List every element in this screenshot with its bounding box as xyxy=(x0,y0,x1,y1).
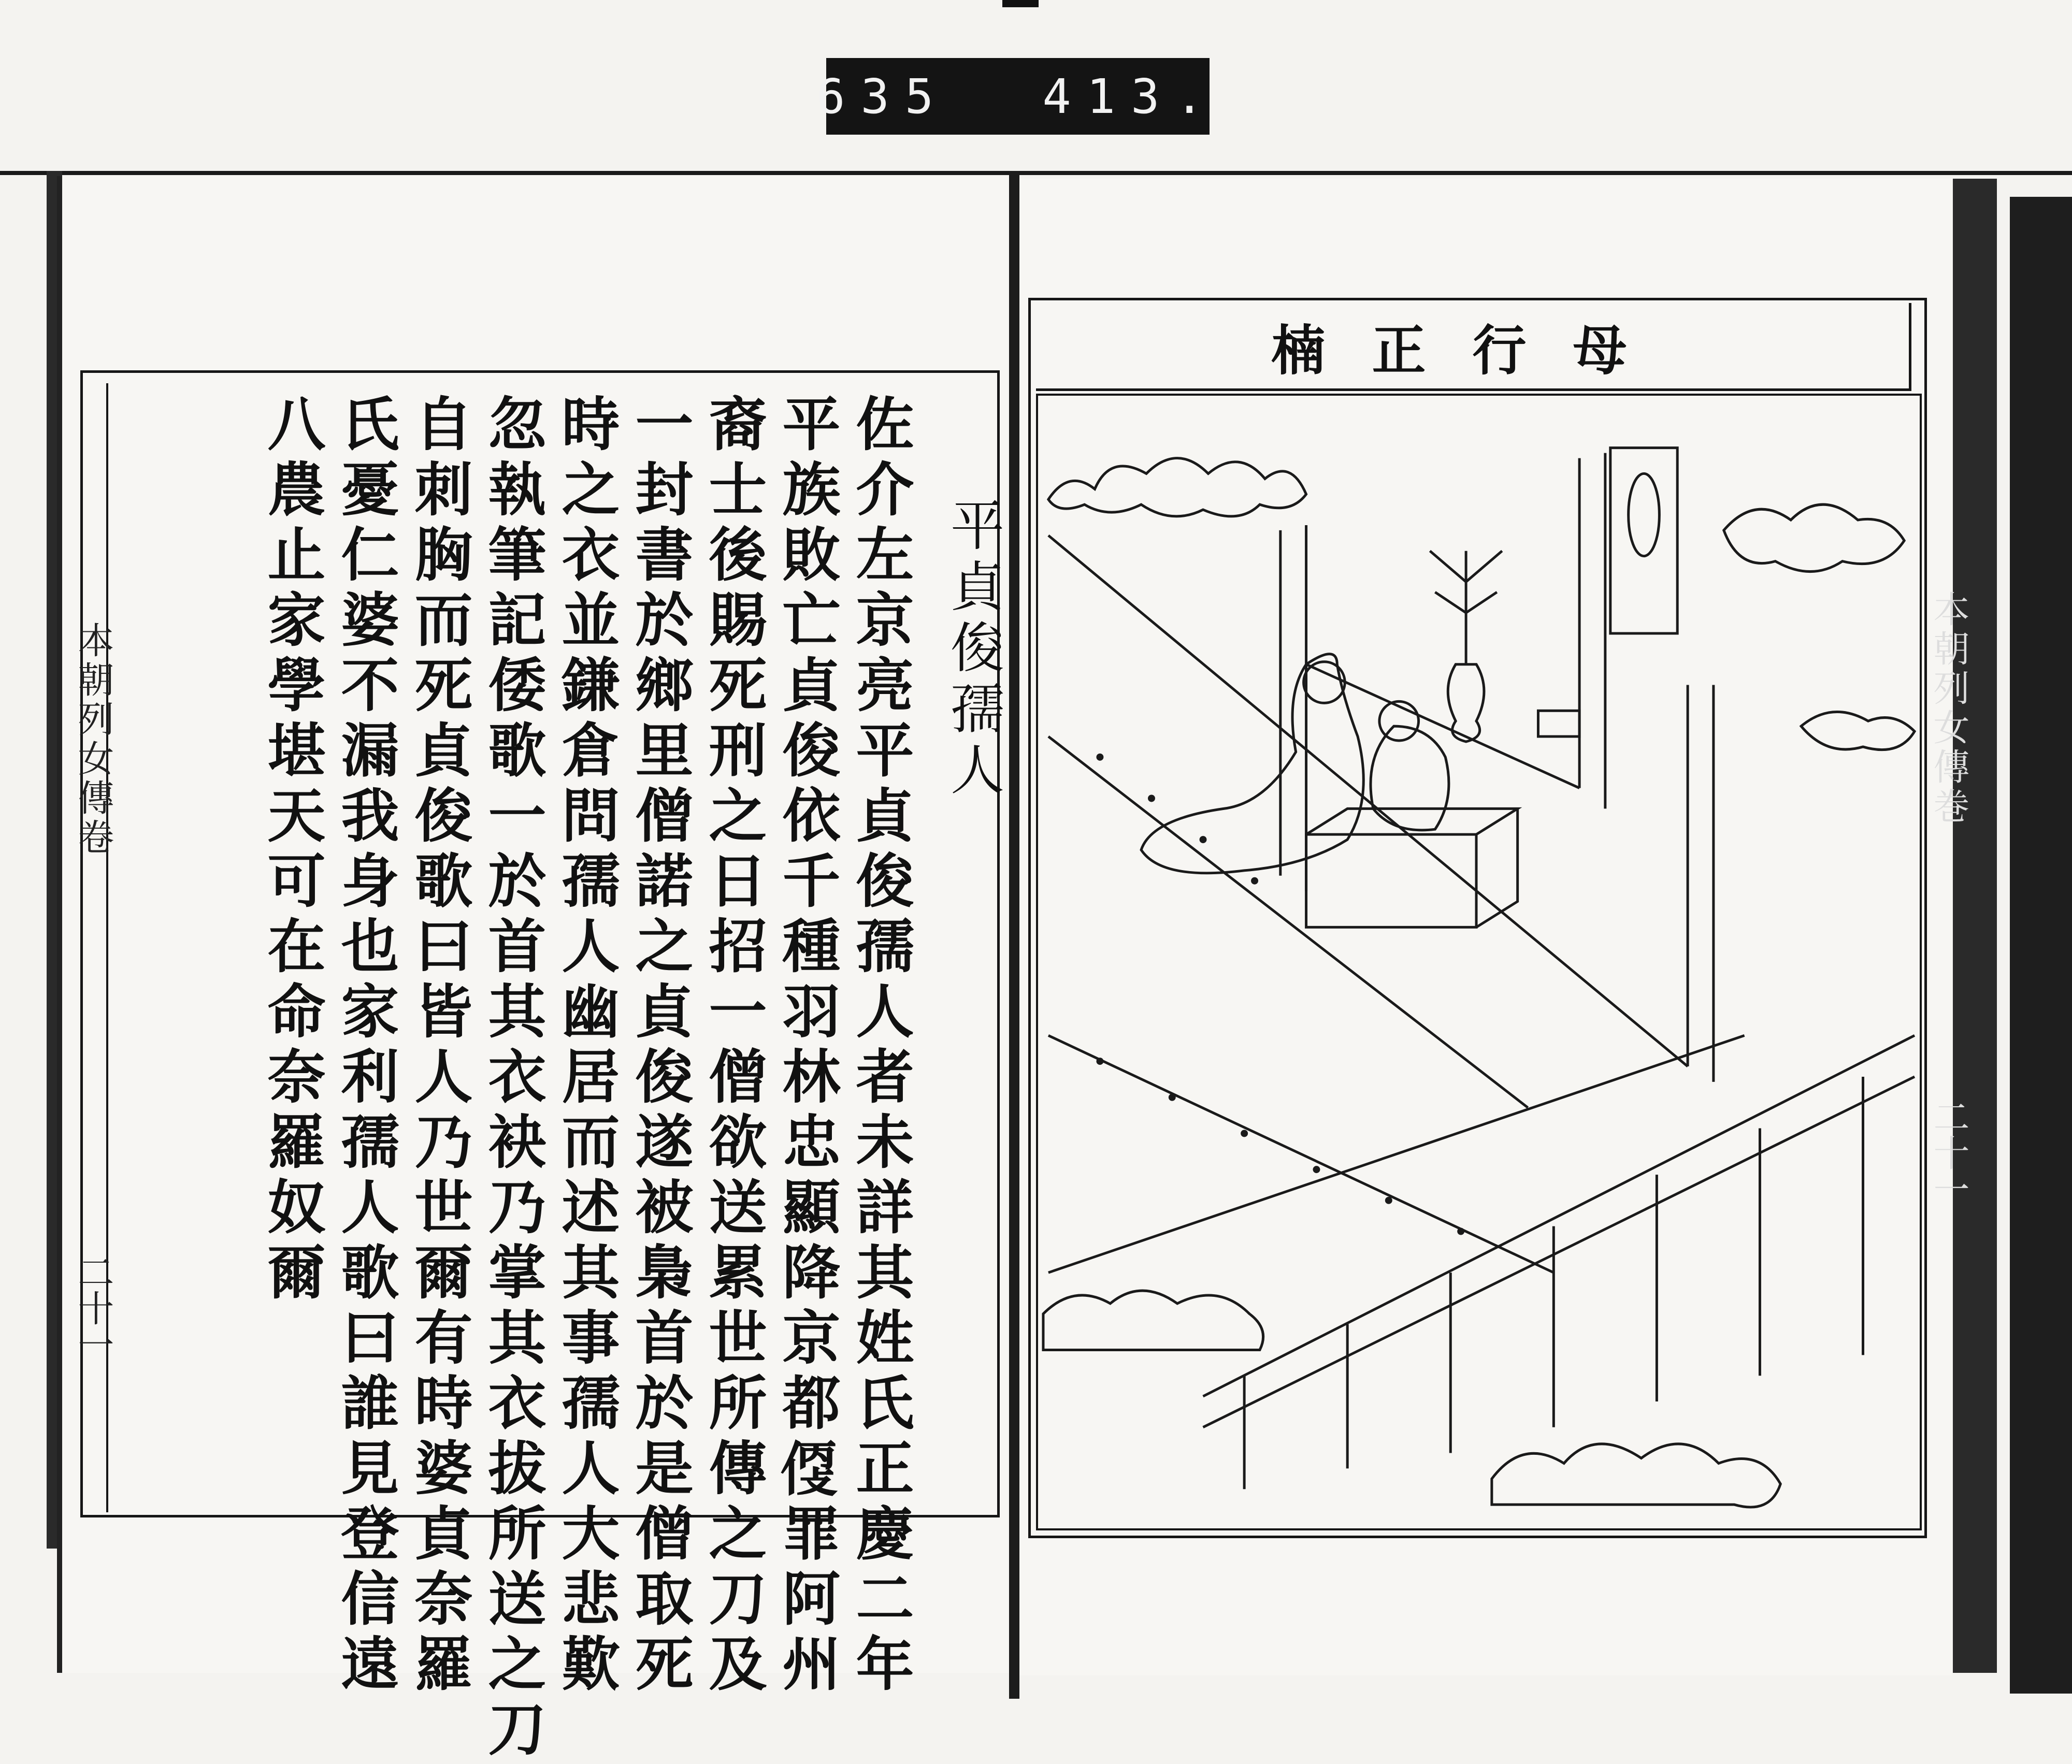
floor-dot xyxy=(1241,1130,1248,1137)
floor-edge-upper xyxy=(1048,536,1688,1066)
floor-dot xyxy=(1096,1058,1103,1065)
spread-top-edge xyxy=(0,171,2072,175)
text-column-6: 忽執筆記倭歌一於首其衣袂乃掌其衣拔所送之刀 xyxy=(479,394,546,1764)
text-column-3: 裔士後賜死刑之日招一僧欲送累世所傳之刀及 xyxy=(699,394,767,1699)
reference-number-label xyxy=(816,58,1219,135)
small-stand xyxy=(1538,711,1579,736)
floor-edge-left xyxy=(1048,736,1528,1108)
text-column-2: 平族敗亡貞俊依千種羽林忠顯降京都𠊳罪阿州 xyxy=(773,394,841,1699)
floor-edge-lower xyxy=(1048,1035,1553,1273)
book-gutter xyxy=(1009,171,1019,1699)
floor-dot xyxy=(1096,754,1103,761)
cloud-bottom-left xyxy=(1043,1291,1263,1350)
right-outer-edge xyxy=(2010,197,2072,1694)
reference-number-left: 635 xyxy=(816,68,949,124)
reference-number-right: 413. xyxy=(1042,68,1219,124)
desk-top xyxy=(1306,808,1518,927)
veranda-rail-mid xyxy=(1203,1077,1915,1427)
floor-rail xyxy=(1048,1035,1745,1273)
text-column-1: 佐介左京亮平貞俊孺人者未詳其姓氏正慶二年 xyxy=(846,394,914,1699)
hanging-scroll xyxy=(1610,448,1677,633)
cloud-top-right xyxy=(1724,504,1904,571)
text-column-7: 自刺胸而死貞俊歌曰皆人乃世爾有時婆貞奈羅 xyxy=(405,394,473,1699)
flower-vase xyxy=(1448,664,1484,742)
illustration-title-box xyxy=(1036,303,1911,391)
mother-figure xyxy=(1141,654,1363,873)
section-heading: 平貞俊孺人 xyxy=(941,497,1004,803)
text-column-9: 八農止家學堪天可在命奈羅奴爾 xyxy=(258,394,326,1307)
cloud-right-mid xyxy=(1801,712,1915,749)
cloud-bottom-right xyxy=(1492,1444,1780,1507)
mother-head xyxy=(1304,662,1345,703)
left-margin-strip xyxy=(62,383,114,1512)
floor-dot xyxy=(1148,795,1155,802)
flower-plant xyxy=(1430,551,1502,664)
main-text-block xyxy=(119,394,1004,1764)
floor-dot xyxy=(1385,1197,1392,1204)
veranda-posts xyxy=(1244,1077,1863,1489)
illustration-title: 楠正行母 xyxy=(1271,318,1674,382)
floor-dot xyxy=(1313,1166,1320,1173)
left-spine-page: 二十一 xyxy=(72,1253,114,1362)
scroll-figure xyxy=(1629,473,1660,556)
veranda-rail-top xyxy=(1203,1035,1915,1396)
top-binding-mark xyxy=(1002,0,1039,7)
floor-dot xyxy=(1200,836,1207,843)
pillar-alcove xyxy=(1579,453,1605,809)
cloud-top-left xyxy=(1048,458,1306,516)
text-column-5: 時之衣並鎌倉問孺人幽居而述其事孺人大悲歎 xyxy=(552,394,620,1699)
text-column-4: 一封書於鄉里僧諾之貞俊遂被梟首於是僧取死 xyxy=(626,394,694,1699)
post-right xyxy=(1688,685,1714,1082)
floor-dot xyxy=(1251,877,1258,885)
woodblock-illustration xyxy=(1036,394,1922,1530)
child-figure xyxy=(1371,726,1449,830)
right-spine-title: 本朝列女傳巻 xyxy=(1927,590,1970,827)
floor-dot xyxy=(1169,1094,1176,1101)
left-spine-title: 本朝列女傳卷 xyxy=(72,621,114,858)
floor-dot xyxy=(1457,1228,1464,1235)
right-spine-page: 二十一 xyxy=(1927,1098,1970,1207)
text-column-8: 氏憂仁婆不漏我身也家利孺人歌曰誰見登信遠 xyxy=(332,394,399,1699)
